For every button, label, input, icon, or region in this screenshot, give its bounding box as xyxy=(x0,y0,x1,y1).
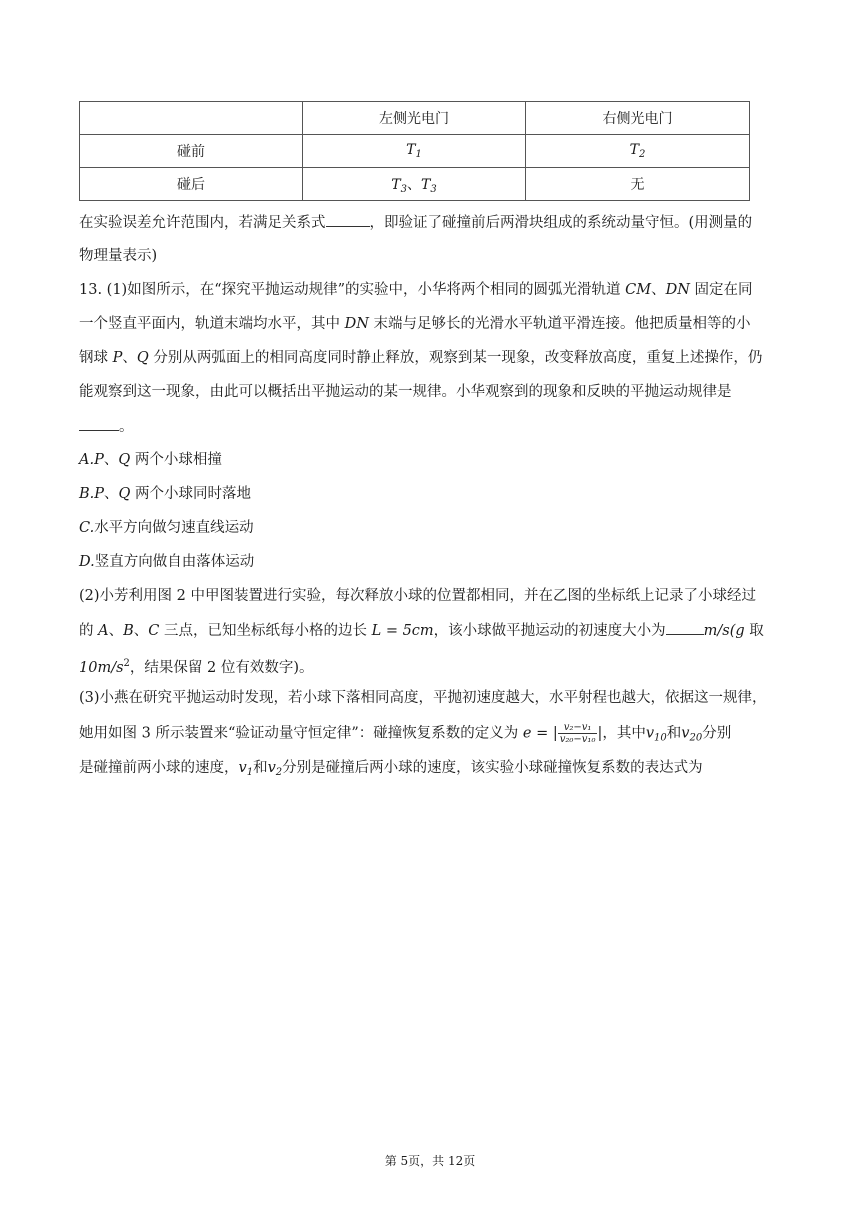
table-cell: $T_3$、$T_3$ xyxy=(303,168,526,201)
paragraph-line: 钢球 P、Q 分别从两弧面上的相同高度同时静止释放，观察到某一现象，改变释放高度，重复上述操作，仍 xyxy=(79,350,763,366)
option-b: B.P、Q 两个小球同时落地 xyxy=(79,486,252,502)
fraction: $\frac{\text{v₂−v₁}}{\text{v₂₀−v₁₀}}$ xyxy=(559,722,596,745)
question-13-line: 13. (1)如图所示，在“探究平抛运动规律”的实验中，小华将两个相同的圆弧光滑轨道 CM、DN 固定在同 xyxy=(79,282,753,298)
table-header-right: 右侧光电门 xyxy=(526,102,750,135)
paragraph-line: 的 A、B、C 三点，已知坐标纸每小格的边长 L = 5cm，该小球做平抛运动的初速度大小为 m/s(g 取 xyxy=(79,620,779,641)
row-label: 碰后 xyxy=(80,168,303,201)
table-header-row xyxy=(80,102,750,135)
paragraph-line: 她用如图 3 所示装置来“验证动量守恒定律”：碰撞恢复系数的定义为 e = | $\frac{\text{v₂−v₁}}{\text{v₂₀−v₁₀}}$ |，其中$v_{10}$和$v_{20}$分别 xyxy=(79,722,732,745)
option-a: A.P、Q 两个小球相撞 xyxy=(79,452,222,468)
option-d: D.竖直方向做自由落体运动 xyxy=(79,554,255,570)
table-cell: $T_2$ xyxy=(526,135,750,168)
answer-blank xyxy=(79,416,119,431)
paragraph-line: 物理量表示) xyxy=(79,248,158,264)
data-table xyxy=(79,101,750,201)
paragraph-line: $10m/s^2$，结果保留 2 位有效数字)。 xyxy=(79,658,314,676)
option-c: C.水平方向做匀速直线运动 xyxy=(79,520,254,536)
table-cell: 无 xyxy=(526,168,750,201)
table-cell xyxy=(80,102,303,135)
paragraph-line: 。 xyxy=(79,416,779,437)
paragraph-line: 能观察到这一现象，由此可以概括出平抛运动的某一规律。小华观察到的现象和反映的平抛运动规律是 xyxy=(79,384,732,400)
part-3-line: (3)小燕在研究平抛运动时发现，若小球下落相同高度，平抛初速度越大，水平射程也越大，依据这一规律， xyxy=(79,690,767,706)
table-row xyxy=(80,168,750,201)
table-cell: $T_1$ xyxy=(303,135,526,168)
paragraph-line: 一个竖直平面内，轨道末端均水平，其中 DN 末端与足够长的光滑水平轨道平滑连接。他把质量相等的小 xyxy=(79,316,751,332)
answer-blank xyxy=(326,212,370,227)
table-row xyxy=(80,135,750,168)
page-footer: 第 5页，共 12页 xyxy=(384,1154,476,1168)
part-2-line: (2)小芳利用图 2 中甲图装置进行实验，每次释放小球的位置都相同，并在乙图的坐标纸上记录了小球经过 xyxy=(79,588,756,604)
paragraph-line: 是碰撞前两小球的速度，$v_1$和$v_2$分别是碰撞后两小球的速度，该实验小球碰撞恢复系数的表达式为 xyxy=(79,760,703,778)
paragraph-line: 在实验误差允许范围内，若满足关系式 ，即验证了碰撞前后两滑块组成的系统动量守恒。(用测量的 xyxy=(79,212,779,233)
table-header-left: 左侧光电门 xyxy=(303,102,526,135)
answer-blank xyxy=(666,620,704,635)
row-label: 碰前 xyxy=(80,135,303,168)
